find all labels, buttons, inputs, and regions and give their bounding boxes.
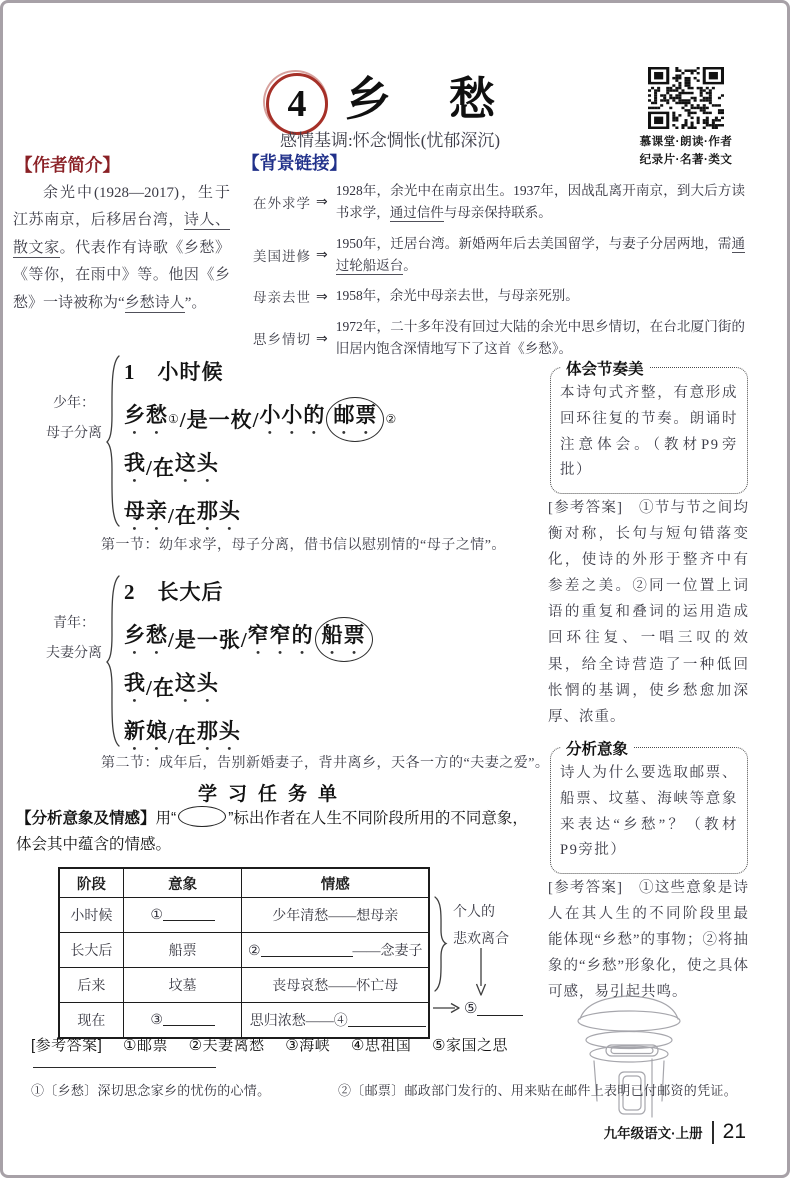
text-run: 邮票 <box>326 397 384 442</box>
cell-stage: 现在 <box>59 1003 123 1039</box>
stanza1-brace-icon <box>104 353 122 529</box>
text-run: 那头 <box>196 499 241 523</box>
text-run: 丧母哀愁——怀亡母 <box>272 979 399 994</box>
col-header-stage: 阶段 <box>59 868 123 898</box>
stanza1-side-label <box>37 389 111 449</box>
stanza2-side-label-line1: 青年： <box>53 616 95 631</box>
text-run: 船票 <box>315 617 373 662</box>
text-run: 通过轮船返台 <box>335 235 745 273</box>
text-run: 我 <box>124 451 146 475</box>
answer-text: ①节与节之间均衡对称，长句与短句错落变化，使诗的外形于整齐中有参差之美。②同一位置上词语的重复和叠词的运用造成回环往复、一唱三叹的效果，给全诗营造了一种低回怅惘的基调，使乡愁愈加深厚、浓重。 <box>548 500 749 725</box>
item5-label: ⑤ <box>464 1000 478 1017</box>
text-run: 1 小时候 <box>124 360 224 384</box>
text-run: 1972年，二十多年没有回过大陆的余光中思乡情切，在台北厦门街的旧居内饱含深情地写下了这首《乡愁》。 <box>335 319 745 357</box>
text-run: 小小的 <box>259 403 326 427</box>
background-item-label: 思乡情切 <box>253 332 311 348</box>
task-answer-item: ④思祖国 <box>350 1037 412 1054</box>
text-run: /在 <box>146 456 175 480</box>
qr-block <box>619 67 753 170</box>
text-run <box>261 942 353 957</box>
sidebar-box-rhythm-title: 体会节奏美 <box>561 357 649 379</box>
background-item <box>253 233 745 277</box>
brace-caption-line2: 悲欢离合 <box>453 931 509 947</box>
text-run: ③ <box>150 1013 163 1028</box>
task-answer-label: [参考答案] <box>31 1037 103 1054</box>
stanza2-side-label-line2: 夫妻分离 <box>46 646 102 662</box>
text-run: 1928年，余光中在南京出生。1937年，因战乱离开南京，到大后方读书求学， <box>335 183 745 220</box>
table-row <box>59 968 429 1003</box>
cell-emotion <box>242 1003 429 1039</box>
table-header-row <box>59 868 429 898</box>
text-run: ① <box>168 411 180 426</box>
text-run: 。代表作有诗歌《乡愁》《等你，在雨中》等。他因《乡愁》一诗被称为“ <box>13 239 230 311</box>
poem-line <box>124 491 544 539</box>
mood-note: 感情基调:怀念惆怅(忧郁深沉) <box>280 131 501 150</box>
cell-stage: 小时候 <box>59 898 123 933</box>
text-run: 通过信件 <box>389 204 444 220</box>
stanza2-brace-icon <box>104 573 122 749</box>
qr-caption-line2: 纪录片·名著·类文 <box>639 154 733 167</box>
col-header-image: 意象 <box>123 868 242 898</box>
background-item-text <box>336 180 745 224</box>
text-run <box>348 1012 426 1027</box>
text-run: 坟墓 <box>168 979 197 994</box>
imagery-emotion-table <box>58 867 430 1039</box>
text-run: 窄窄的 <box>247 623 314 647</box>
text-run: 余光中(1928—2017)，生于江苏南京，后移居台湾， <box>13 185 230 229</box>
task-instruction-heading: 【分析意象及情感】 <box>16 810 156 827</box>
text-run: 船票 <box>168 944 197 959</box>
background-item-text <box>336 285 745 307</box>
task-answer-item: ③海峡 <box>285 1037 331 1054</box>
cell-image <box>123 898 242 933</box>
text-run: 1950年，迁居台湾。新婚两年后去美国留学，与妻子分居两地，需 <box>335 235 732 251</box>
table-row <box>59 898 429 933</box>
text-run: 思归浓愁——④ <box>249 1014 348 1029</box>
author-intro-heading: 【作者简介】 <box>15 155 120 175</box>
sidebar-box-imagery-title: 分析意象 <box>561 737 633 759</box>
poem-line <box>124 663 544 711</box>
stanza2-poem <box>124 567 544 759</box>
stanza1-side-label-line1: 少年： <box>53 396 95 411</box>
cell-image <box>123 1003 242 1039</box>
double-arrow-icon: ⇒ <box>316 287 328 304</box>
brace-caption-line1: 个人的 <box>453 905 495 920</box>
task-answer-item: ⑤家国之思 <box>432 1037 508 1054</box>
background-links-list <box>253 180 745 369</box>
text-run: 这头 <box>174 451 219 475</box>
task-sheet-instruction <box>16 806 542 859</box>
text-run: /是一枚/ <box>179 408 260 432</box>
text-run: 我 <box>124 671 146 695</box>
footer-book-label: 九年级语文·上册 <box>603 1126 703 1141</box>
background-item-label: 母亲去世 <box>253 290 311 306</box>
text-run: 。 <box>403 257 417 273</box>
double-arrow-icon: ⇒ <box>316 193 328 210</box>
poem-line <box>124 567 544 615</box>
poem-line <box>124 347 544 395</box>
task-answer-item: ①邮票 <box>123 1037 168 1054</box>
item5-blank <box>477 1001 523 1016</box>
text-run: ——念妻子 <box>352 944 423 959</box>
stanza2-note: 第二节：成年后，告别新婚妻子，背井离乡，天各一方的“夫妻之爱”。 <box>101 756 550 771</box>
answer-text: ①这些意象是诗人在其人生的不同阶段里最能体现“乡愁”的事物；②将抽象的“乡愁”形象化，使之具体可感，易引起共鸣。 <box>548 880 749 1001</box>
sidebar-answer-imagery <box>548 875 749 1005</box>
cell-emotion <box>242 933 429 968</box>
text-run: /在 <box>168 504 197 528</box>
col-header-emotion: 情感 <box>242 868 429 898</box>
cell-emotion <box>242 898 429 933</box>
text-run: ”。 <box>184 294 207 311</box>
text-run: 乡愁 <box>124 403 168 427</box>
text-run: /在 <box>168 724 197 748</box>
down-arrow-icon <box>474 948 488 996</box>
stanza1-note: 第一节：幼年求学，母子分离，借书信以慰别情的“母子之情”。 <box>101 538 506 553</box>
double-arrow-icon: ⇒ <box>316 246 328 263</box>
background-item <box>253 285 745 307</box>
text-run: 新娘 <box>124 719 168 743</box>
sidebar-box-rhythm <box>550 361 748 494</box>
lesson-title: 乡 愁 <box>345 74 501 125</box>
text-run: 那头 <box>196 719 241 743</box>
text-run <box>163 1011 215 1026</box>
answer-label: [参考答案] <box>548 500 639 516</box>
text-run: 诗人、散文家 <box>13 212 230 256</box>
background-item-label: 在外求学 <box>253 195 311 211</box>
text-run: ② <box>385 411 398 426</box>
text-run: /在 <box>146 676 175 700</box>
item5-row <box>433 999 523 1017</box>
footnote-2: ②〔邮票〕邮政部门发行的、用来贴在邮件上表明已付邮资的凭证。 <box>338 1083 738 1098</box>
right-arrow-icon <box>433 1002 461 1014</box>
text-run: 1958年，余光中母亲去世，与母亲死别。 <box>335 288 579 304</box>
background-item-text <box>336 233 745 277</box>
sidebar-answer-rhythm <box>548 495 749 730</box>
text-run <box>163 906 215 921</box>
text-run: 少年清愁——想母亲 <box>272 909 399 924</box>
text-run: 母亲 <box>124 499 168 523</box>
stanza1-side-label-line2: 母子分离 <box>46 426 102 442</box>
text-run: 乡愁 <box>124 623 168 647</box>
background-item-label: 美国进修 <box>253 248 311 264</box>
postbox-sketch-illustration <box>563 989 695 1125</box>
text-run: 2 长大后 <box>124 580 224 604</box>
poem-line <box>124 615 544 663</box>
page-footer <box>528 1120 768 1144</box>
cell-emotion <box>242 968 429 1003</box>
footer-page-number: 21 <box>722 1120 746 1143</box>
qr-caption-line1: 慕课堂·朗读·作者 <box>639 136 733 148</box>
task-answer-item: ②夫妻离愁 <box>188 1037 265 1054</box>
footnote-1: ①〔乡愁〕深切思念家乡的忧伤的心情。 <box>31 1083 271 1098</box>
text-run: 这头 <box>174 671 219 695</box>
table-row <box>59 1003 429 1039</box>
poem-line <box>124 395 544 443</box>
table-brace-icon <box>433 895 449 993</box>
cell-image <box>123 968 242 1003</box>
answer-label: [参考答案] <box>548 880 639 896</box>
footer-divider <box>712 1121 714 1144</box>
double-arrow-icon: ⇒ <box>316 329 328 346</box>
poem-line <box>124 443 544 491</box>
footnote-divider <box>33 1067 216 1068</box>
sidebar-box-imagery-body: 诗人为什么要选取邮票、船票、坟墓、海峡等意象来表达“乡愁”？（教材P9旁批） <box>560 765 738 859</box>
cell-stage: 后来 <box>59 968 123 1003</box>
task-instruction-post: ”标出作者在人生不同阶段所用的不同意象，体会其中蕴含的情感。 <box>16 810 528 854</box>
brace-caption <box>453 900 509 953</box>
stanza1-poem <box>124 347 544 539</box>
sidebar-box-rhythm-body: 本诗句式齐整，有意形成回环往复的节奏。朗诵时注意体会。（教材P9旁批） <box>560 385 738 479</box>
background-links-heading: 【背景链接】 <box>242 153 347 173</box>
cell-stage: 长大后 <box>59 933 123 968</box>
text-run: 与母亲保持联系。 <box>443 204 552 220</box>
task-instruction-pre: 用“ <box>155 810 177 827</box>
text-run: ② <box>247 944 261 959</box>
table-row <box>59 933 429 968</box>
background-item <box>253 180 745 224</box>
qr-code-icon <box>648 67 724 129</box>
stanza2-side-label <box>37 609 111 669</box>
text-run: ① <box>150 908 163 923</box>
text-run: 乡愁诗人 <box>124 294 185 311</box>
text-run: /是一张/ <box>168 628 248 652</box>
task-answer-line <box>31 1034 543 1055</box>
author-intro-text <box>13 180 230 317</box>
sidebar-box-imagery <box>550 741 748 874</box>
lesson-number: 4 <box>287 83 307 125</box>
task-sheet-title: 学习任务单 <box>197 784 348 805</box>
cell-image <box>123 933 242 968</box>
ellipse-mark-icon <box>178 806 226 827</box>
